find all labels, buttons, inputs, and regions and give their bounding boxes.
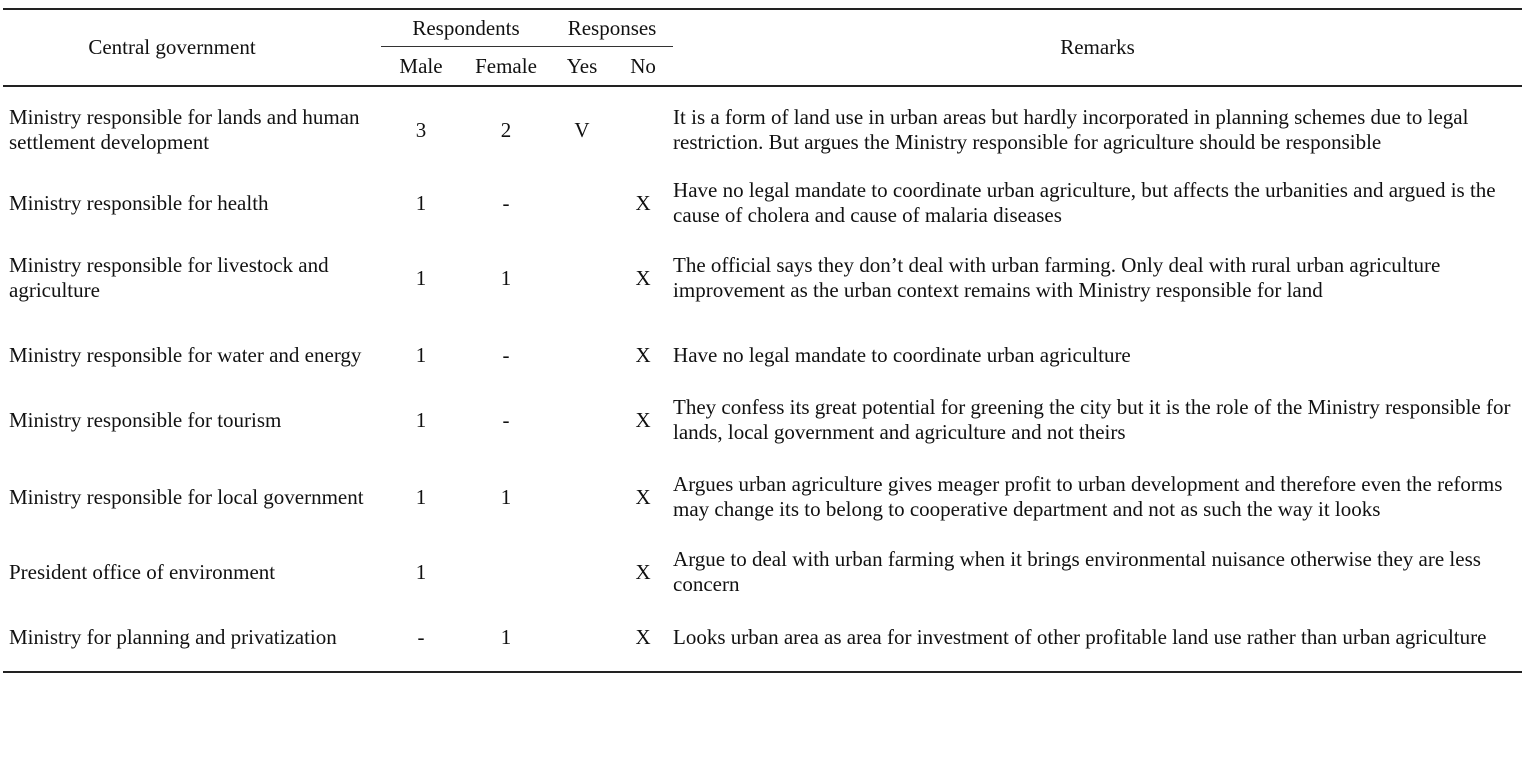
table-row [3,387,1522,453]
cell-no: X [635,407,651,432]
cell-male: 1 [415,265,427,290]
cell-yes [551,173,613,233]
cell-no [613,86,673,173]
cell-remarks: Have no legal mandate to coordinate urban agriculture [673,342,1131,367]
table-row [3,86,1522,173]
cell-central-government: Ministry responsible for lands and human settlement development [9,105,360,154]
cell-female: - [502,342,510,367]
cell-remarks: Looks urban area as area for investment of other profitable land use rather than urban agriculture [673,624,1487,649]
cell-yes [551,603,613,672]
cell-central-government: President office of environment [9,559,276,584]
cell-yes [551,453,613,541]
header-female: Female [475,53,537,78]
cell-central-government: Ministry responsible for water and energy [9,342,362,367]
cell-male: 1 [415,559,427,584]
cell-remarks: Argue to deal with urban farming when it brings environmental nuisance otherwise they are less concern [673,547,1481,596]
cell-no: X [635,559,651,584]
table-row [3,453,1522,541]
cell-remarks: Argues urban agriculture gives meager profit to urban development and therefore even the reforms may change its to belong to cooperative department and not as such the way it looks [673,472,1503,521]
cell-female: - [502,407,510,432]
header-no: No [630,53,656,78]
cell-no: X [635,484,651,509]
cell-female [461,541,551,603]
cell-no: X [635,265,651,290]
cell-remarks: It is a form of land use in urban areas but hardly incorporated in planning schemes due to legal restriction. But argues the Ministry responsible for agriculture should be responsible [673,105,1469,154]
header-male: Male [399,53,443,78]
cell-male: 1 [415,407,427,432]
cell-yes [551,387,613,453]
header-yes: Yes [566,53,598,78]
cell-male: 1 [415,342,427,367]
table-container [3,8,1522,673]
table-row [3,541,1522,603]
header-row-top [3,9,1522,47]
cell-no: X [635,624,651,649]
table-row [3,173,1522,233]
central-government-table [3,8,1522,673]
cell-female: 1 [500,624,512,649]
cell-male: 1 [415,484,427,509]
cell-remarks: They confess its great potential for greening the city but it is the role of the Ministry responsible for lands, local government and agriculture and not theirs [673,395,1511,444]
cell-male: - [417,624,425,649]
cell-central-government: Ministry responsible for local government [9,484,364,509]
cell-no: X [635,342,651,367]
cell-female: 1 [500,484,512,509]
cell-central-government: Ministry for planning and privatization [9,624,337,649]
header-responses: Responses [551,9,673,47]
cell-female: 2 [500,117,512,142]
cell-central-government: Ministry responsible for health [9,190,269,215]
cell-yes [551,233,613,323]
header-central-government: Central government [88,35,256,59]
cell-male: 1 [415,190,427,215]
cell-male: 3 [415,117,427,142]
cell-female: - [502,190,510,215]
header-respondents: Respondents [381,9,551,47]
header-remarks: Remarks [1060,35,1135,59]
cell-yes: V [574,117,590,142]
cell-yes [551,541,613,603]
cell-yes [551,323,613,387]
cell-central-government: Ministry responsible for livestock and agriculture [9,253,329,302]
table-row [3,233,1522,323]
table-row [3,323,1522,387]
table-row [3,603,1522,672]
cell-central-government: Ministry responsible for tourism [9,407,282,432]
cell-female: 1 [500,265,512,290]
cell-remarks: Have no legal mandate to coordinate urban agriculture, but affects the urbanities and argued is the cause of cholera and cause of malaria diseases [673,178,1496,227]
cell-remarks: The official says they don’t deal with urban farming. Only deal with rural urban agriculture improvement as the urban context remains with Ministry responsible for land [673,253,1441,302]
cell-no: X [635,190,651,215]
